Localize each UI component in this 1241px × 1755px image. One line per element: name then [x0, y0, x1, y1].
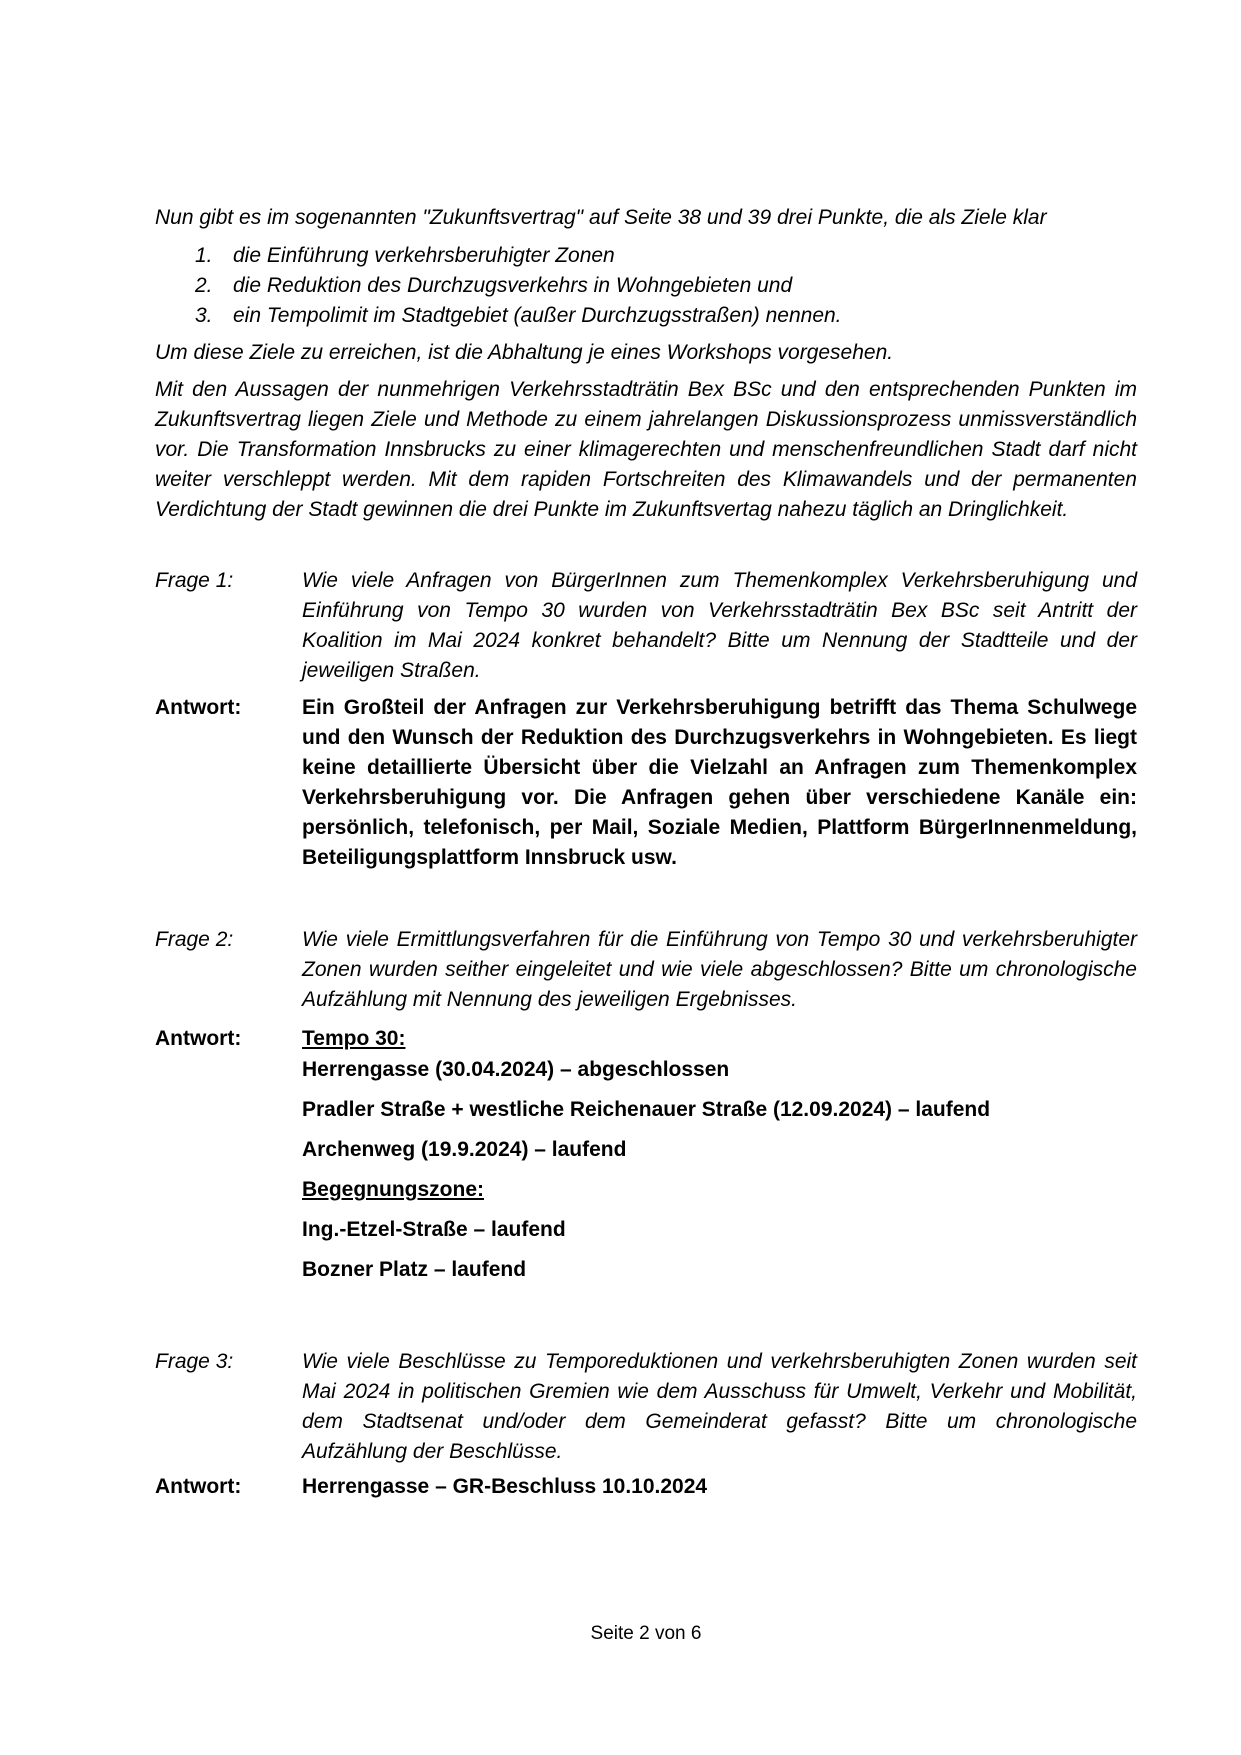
list-item — [155, 241, 1137, 271]
page-footer: Seite 2 von 6 — [590, 1623, 702, 1644]
question-label: Frage 3: — [155, 1350, 234, 1373]
answer-row — [155, 1024, 1137, 1285]
question-label: Frage 2: — [155, 928, 234, 951]
answer-row — [155, 693, 1137, 873]
qa-section-3 — [155, 1347, 1137, 1502]
answer-item: Ing.-Etzel-Straße – laufend — [302, 1218, 566, 1241]
question-label: Frage 1: — [155, 569, 234, 592]
list-item-text: ein Tempolimit im Stadtgebiet (außer Durchzugsstraßen) nennen. — [233, 304, 842, 327]
answer-item: Herrengasse (30.04.2024) – abgeschlossen — [302, 1058, 730, 1081]
question-text: Wie viele Ermittlungsverfahren für die Einführung von Tempo 30 und verkehrsberuhigter Zonen wurden seither eingeleitet und wie viele abgeschlossen? Bitte um chronologische Aufzählung mit Nennung des jeweiligen Ergebnisses. — [302, 928, 1137, 1011]
answer-item-heading: Tempo 30: — [302, 1027, 406, 1050]
list-item-text: die Reduktion des Durchzugsverkehrs in Wohngebieten und — [233, 274, 793, 297]
intro-paragraph-1: Nun gibt es im sogenannten "Zukunftsvertrag" auf Seite 38 und 39 drei Punkte, die als Ziele klar — [155, 206, 1047, 229]
list-item-number: 3. — [195, 304, 213, 327]
answer-label: Antwort: — [155, 1027, 242, 1050]
list-item-text: die Einführung verkehrsberuhigter Zonen — [233, 244, 615, 267]
answer-list — [302, 1024, 1137, 1285]
qa-section-1 — [155, 566, 1137, 873]
intro-paragraph-2: Um diese Ziele zu erreichen, ist die Abhaltung je eines Workshops vorgesehen. — [155, 341, 894, 364]
answer-item: Archenweg (19.9.2024) – laufend — [302, 1138, 627, 1161]
answer-label: Antwort: — [155, 696, 242, 719]
answer-label: Antwort: — [155, 1475, 242, 1498]
answer-item-heading: Begegnungszone: — [302, 1178, 484, 1201]
question-text: Wie viele Anfragen von BürgerInnen zum Themenkomplex Verkehrsberuhigung und Einführung von Tempo 30 wurden von Verkehrsstadträtin Bex BSc seit Antritt der Koalition im Mai 2024 konkret behandelt? Bitte um Nennung der Stadtteile und der jeweiligen Straßen. — [302, 569, 1137, 682]
answer-item: Pradler Straße + westliche Reichenauer Straße (12.09.2024) – laufend — [302, 1098, 991, 1121]
document-content — [155, 203, 1137, 1502]
list-item — [155, 271, 1137, 301]
list-item-number: 1. — [195, 244, 213, 267]
answer-text: Herrengasse – GR-Beschluss 10.10.2024 — [302, 1475, 708, 1498]
answer-text: Ein Großteil der Anfragen zur Verkehrsberuhigung betrifft das Thema Schulwege und den Wunsch der Reduktion des Durchzugsverkehrs in Wohngebieten. Es liegt keine detaillierte Übersicht über die Vielzahl an Anfragen zum Themenkomplex Verkehrsberuhigung vor. Die Anfragen gehen über verschiedene Kanäle ein: persönlich, telefonisch, per Mail, Soziale Medien, Plattform BürgerInnenmeldung, Beteiligungsplattform Innsbruck usw. — [302, 696, 1137, 869]
question-text: Wie viele Beschlüsse zu Temporeduktionen und verkehrsberuhigten Zonen wurden seit Mai 2024 in politischen Gremien wie dem Ausschuss für Umwelt, Verkehr und Mobilität, dem Stadtsenat und/oder dem Gemeinderat gefasst? Bitte um chronologische Aufzählung der Beschlüsse. — [302, 1350, 1137, 1463]
answer-item: Bozner Platz – laufend — [302, 1258, 527, 1281]
list-item-number: 2. — [195, 274, 213, 297]
answer-row — [155, 1472, 1137, 1502]
goals-list — [155, 241, 1137, 331]
qa-section-2 — [155, 925, 1137, 1285]
list-item — [155, 301, 1137, 331]
intro-paragraph-3: Mit den Aussagen der nunmehrigen Verkehrsstadträtin Bex BSc und den entsprechenden Punkten im Zukunftsvertrag liegen Ziele und Methode zu einem jahrelangen Diskussionsprozess unmissverständlich vor. Die Transformation Innsbrucks zu einer klimagerechten und menschenfreundlichen Stadt darf nicht weiter verschleppt werden. Mit dem rapiden Fortschreiten des Klimawandels und der permanenten Verdichtung der Stadt gewinnen die drei Punkte im Zukunftsvertag nahezu täglich an Dringlichkeit. — [155, 378, 1137, 521]
